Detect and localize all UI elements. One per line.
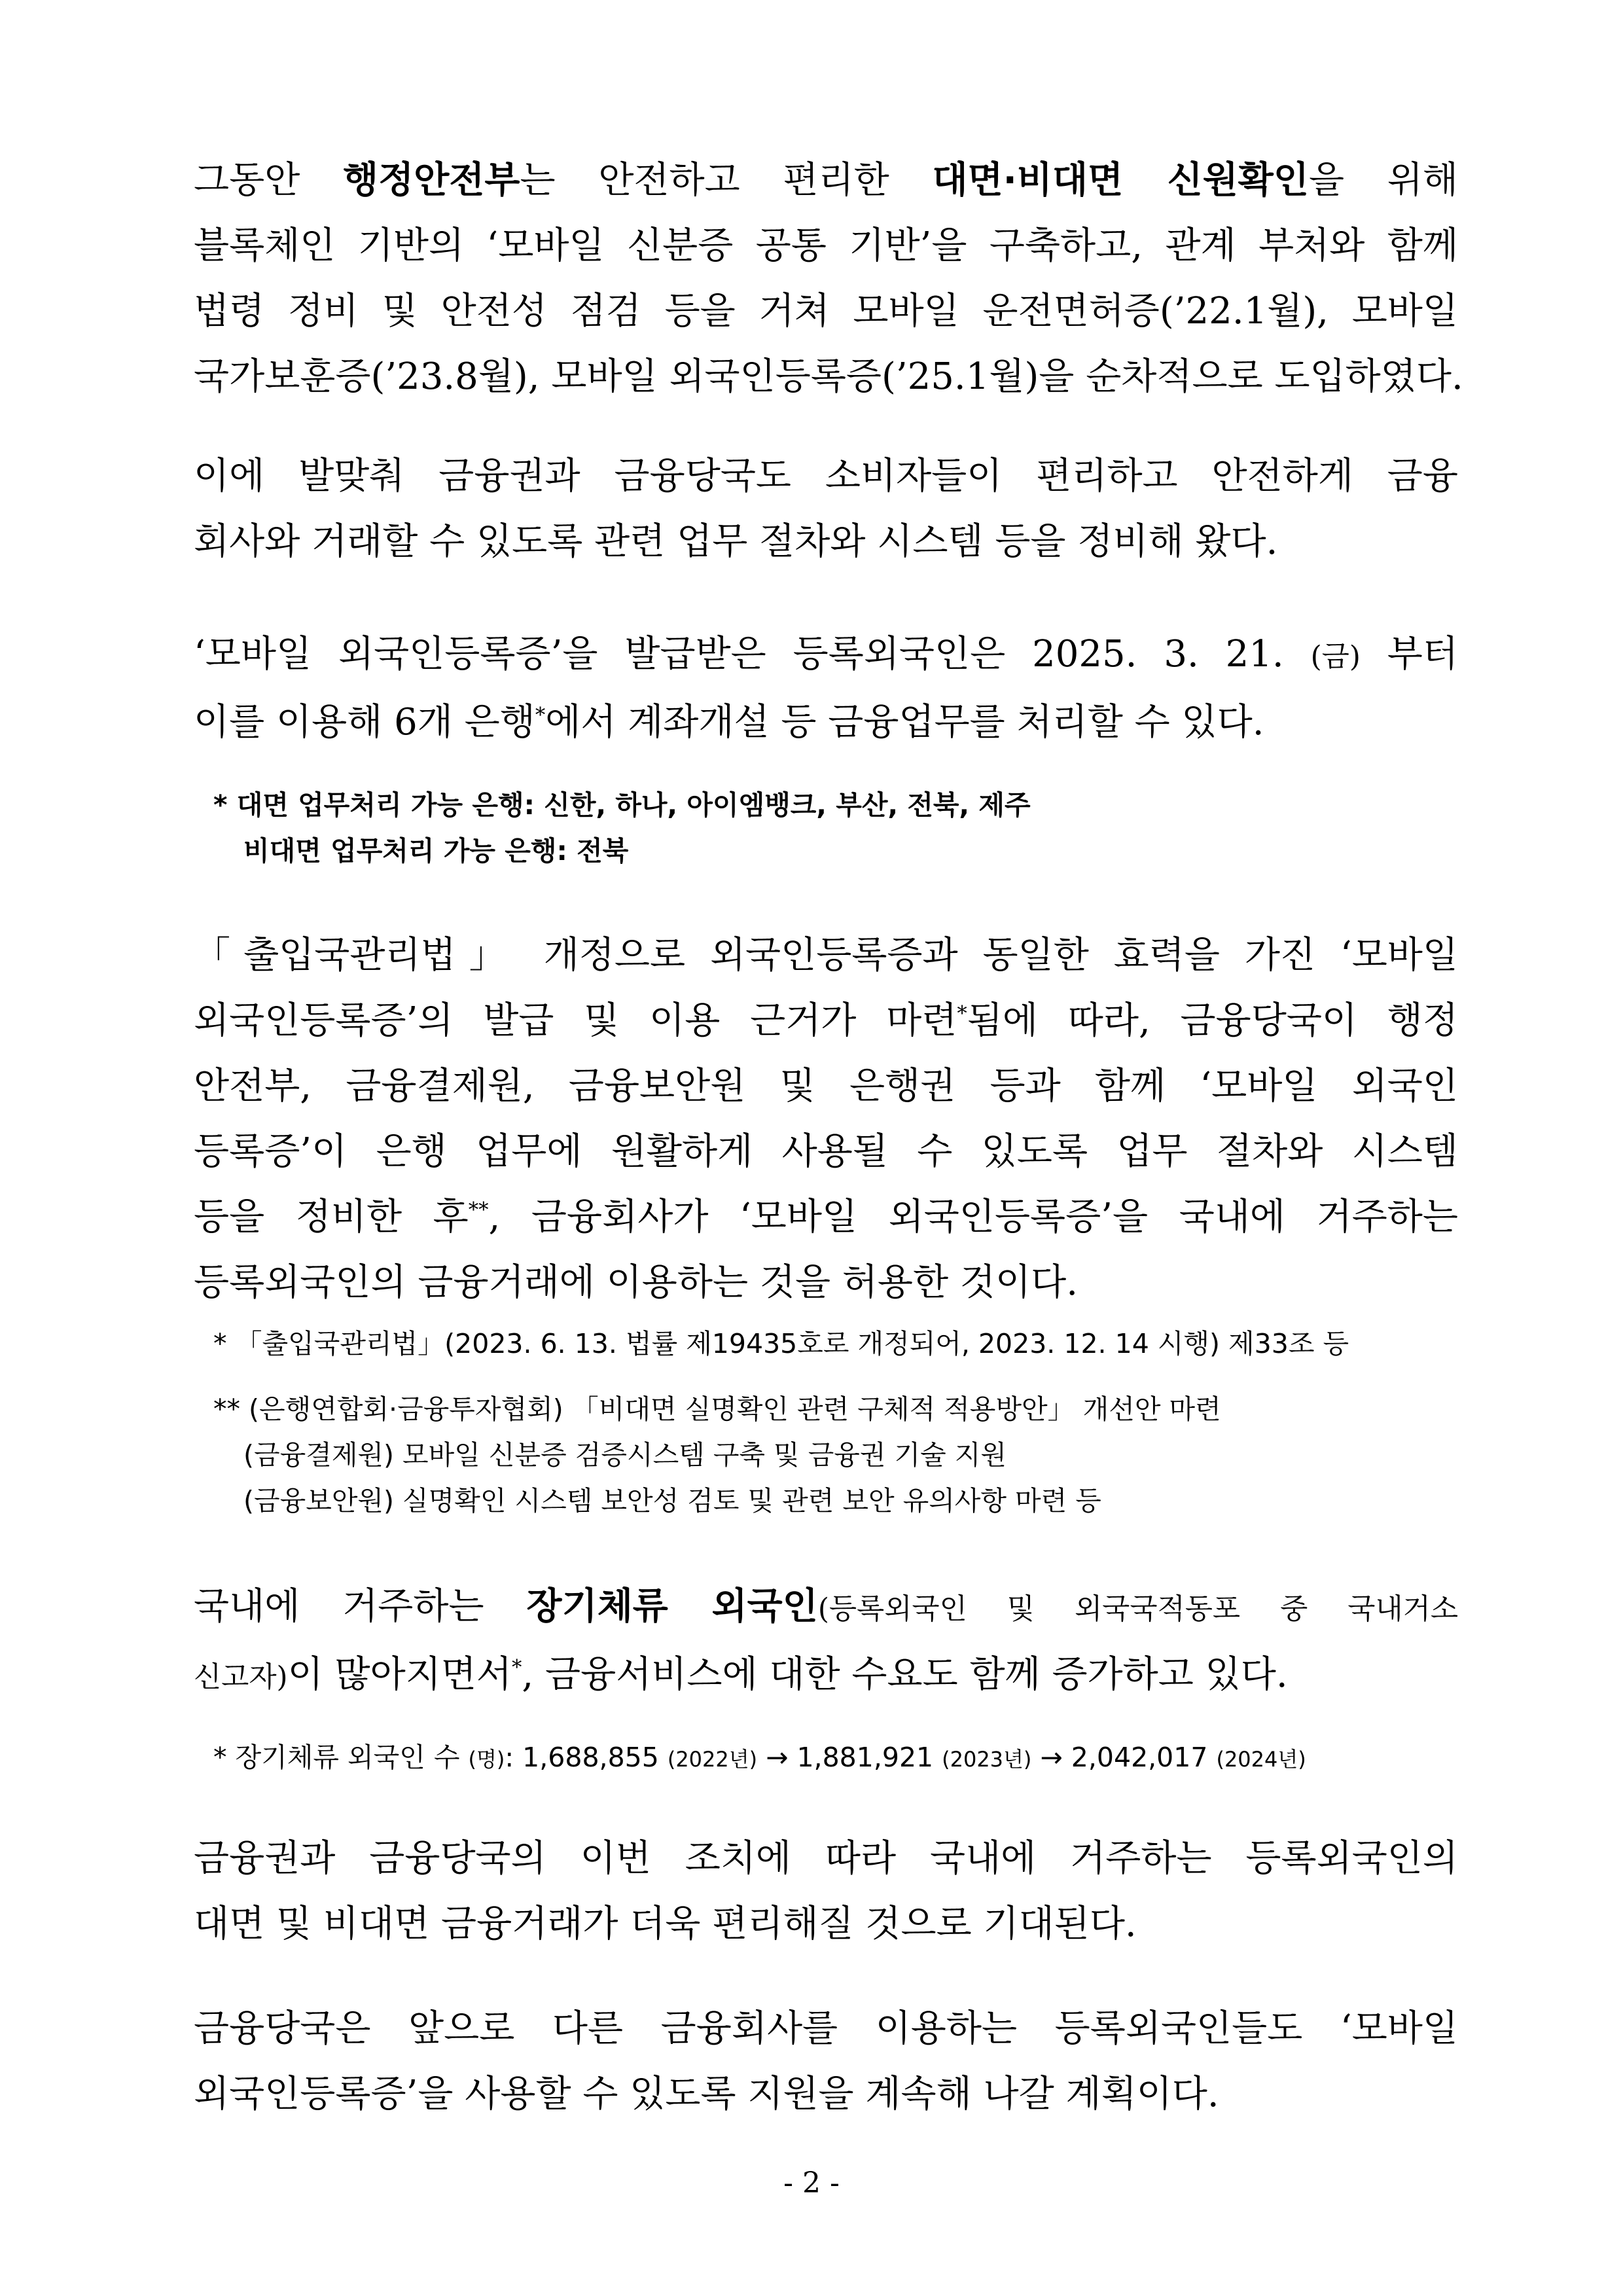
paragraph-line: 「출입국관리법」 개정으로 외국인등록증과 동일한 효력을 가진 ‘모바일 <box>194 934 1458 977</box>
footnote-line: 비대면 업무처리 가능 은행: 전북 <box>243 835 629 867</box>
footnote-supported-banks <box>213 782 1457 874</box>
paragraph-line: 등록증’이 은행 업무에 원활하게 사용될 수 있도록 업무 절차와 시스템 <box>194 1130 1458 1173</box>
footnote-line: * 「출입국관리법」(2023. 6. 13. 법률 제19435호로 개정되어, 2023. 12. 14 시행) 제33조 등 <box>213 1328 1349 1359</box>
paragraph-line: 금융당국은 앞으로 다른 금융회사를 이용하는 등록외국인들도 ‘모바일 <box>194 2007 1458 2050</box>
page-number: - 2 - <box>783 2166 840 2200</box>
paragraph-line: 국가보훈증(’23.8월), 모바일 외국인등록증(’25.1월)을 순차적으로 도입하였다. <box>194 355 1463 398</box>
footnote-line: * 대면 업무처리 가능 은행: 신한, 하나, 아이엠뱅크, 부산, 전북, 제주 <box>213 789 1031 821</box>
footnote-line: ** (은행연합회·금융투자협회) 「비대면 실명확인 관련 구체적 적용방안」 개선안 마련 <box>213 1393 1221 1425</box>
paragraph-line: 대면 및 비대면 금융거래가 더욱 편리해질 것으로 기대된다. <box>194 1903 1137 1945</box>
footnote-line: (금융보안원) 실명확인 시스템 보안성 검토 및 관련 보안 유의사항 마련 등 <box>243 1485 1101 1516</box>
paragraph-line: 법령 정비 및 안전성 점검 등을 거쳐 모바일 운전면허증(’22.1월), 모바일 <box>194 290 1458 332</box>
paragraph-line: 등록외국인의 금융거래에 이용하는 것을 허용한 것이다. <box>194 1261 1079 1304</box>
paragraph-line: 블록체인 기반의 ‘모바일 신분증 공통 기반’을 구축하고, 관계 부처와 함께 <box>194 224 1458 267</box>
paragraph-long-term-residents <box>194 1574 1458 1710</box>
paragraph-financial-sector-preparation <box>194 444 1458 575</box>
paragraph-line: 회사와 거래할 수 있도록 관련 업무 절차와 시스템 등을 정비해 왔다. <box>194 520 1278 563</box>
paragraph-line: ‘모바일 외국인등록증’을 발급받은 등록외국인은 2025. 3. 21. (금) 부터 <box>194 633 1458 675</box>
paragraph-line: 신고자)이 많아지면서*, 금융서비스에 대한 수요도 함께 증가하고 있다. <box>194 1653 1288 1696</box>
footnote-resident-statistics <box>213 1734 1457 1782</box>
paragraph-line: 등을 정비한 후**, 금융회사가 ‘모바일 외국인등록증’을 국내에 거주하는 <box>194 1196 1458 1238</box>
paragraph-line: 외국인등록증’의 발급 및 이용 근거가 마련*됨에 따라, 금융당국이 행정 <box>194 999 1458 1042</box>
paragraph-expected-effect <box>194 1826 1458 1957</box>
paragraph-line: 외국인등록증’을 사용할 수 있도록 지원을 계속해 나갈 계획이다. <box>194 2073 1219 2115</box>
paragraph-legal-basis <box>194 923 1458 1316</box>
paragraph-line: 이를 이용해 6개 은행*에서 계좌개설 등 금융업무를 처리할 수 있다. <box>194 701 1264 744</box>
footnote-immigration-act <box>213 1321 1457 1367</box>
paragraph-line: 이에 발맞춰 금융권과 금융당국도 소비자들이 편리하고 안전하게 금융 <box>194 455 1458 497</box>
paragraph-line: 금융권과 금융당국의 이번 조치에 따라 국내에 거주하는 등록외국인의 <box>194 1837 1458 1880</box>
footnote-line: * 장기체류 외국인 수 (명): 1,688,855 (2022년) → 1,881,921 (2023년) → 2,042,017 (2024년) <box>213 1742 1306 1773</box>
paragraph-mobile-id-background <box>194 148 1463 410</box>
paragraph-line: 국내에 거주하는 장기체류 외국인(등록외국인 및 외국국적동포 중 국내거소 <box>194 1585 1459 1628</box>
paragraph-line: 그동안 행정안전부는 안전하고 편리한 대면·비대면 신원확인을 위해 <box>194 159 1459 202</box>
paragraph-line: 안전부, 금융결제원, 금융보안원 및 은행권 등과 함께 ‘모바일 외국인 <box>194 1065 1458 1107</box>
paragraph-future-plan <box>194 1996 1458 2127</box>
footnote-preparation-measures <box>213 1386 1457 1524</box>
footnote-line: (금융결제원) 모바일 신분증 검증시스템 구축 및 금융권 기술 지원 <box>243 1439 1007 1471</box>
paragraph-service-start-date <box>194 622 1458 755</box>
